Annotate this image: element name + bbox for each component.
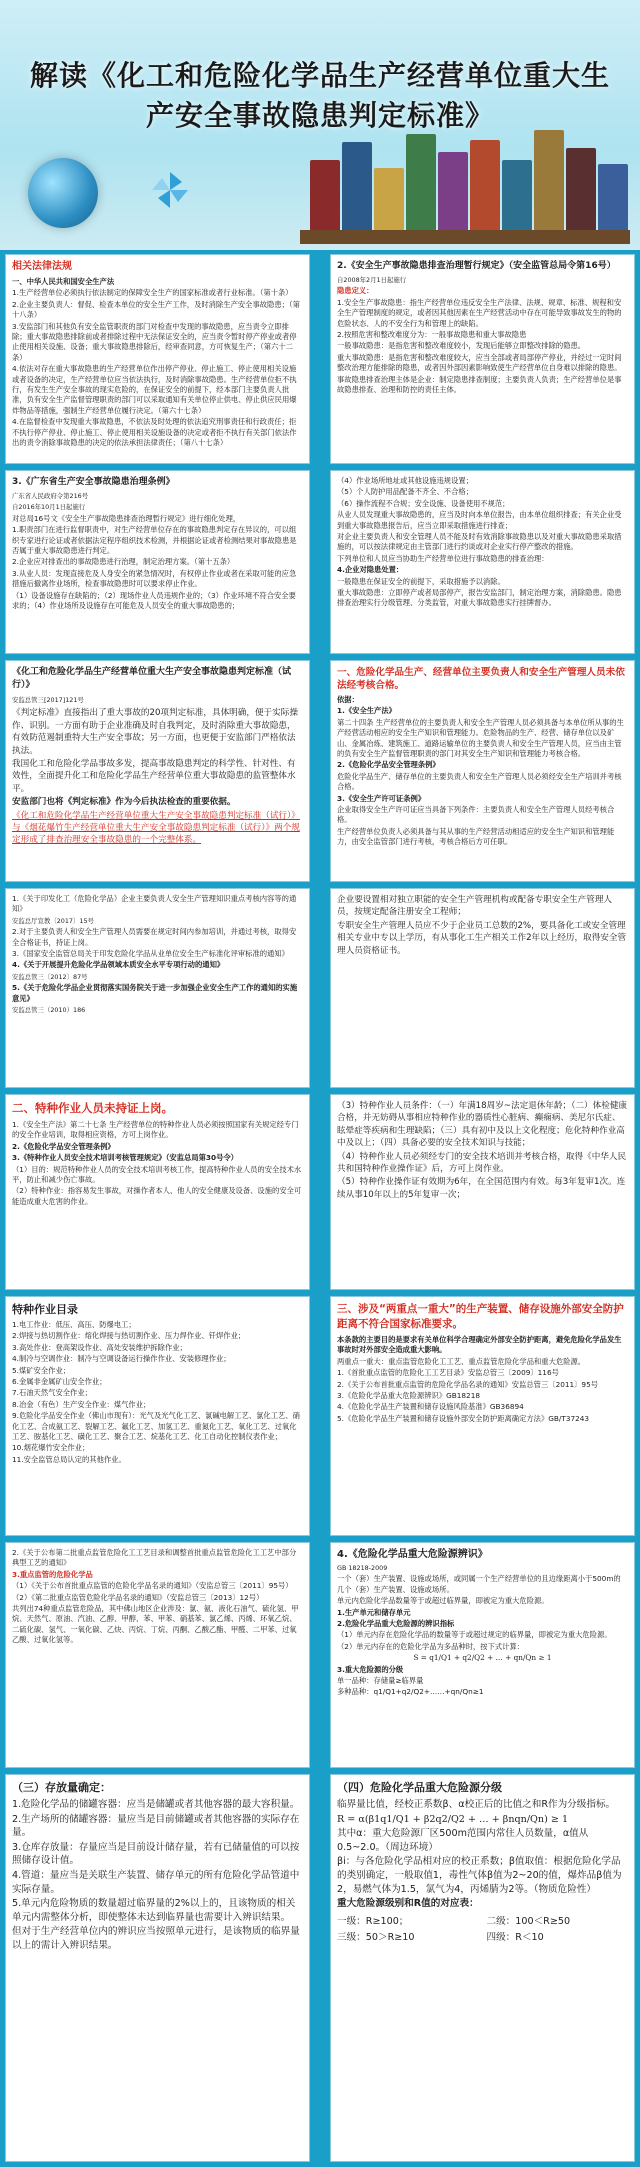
list-item: 对总局16号文《安全生产事故隐患排查治理暂行规定》进行细化处理， bbox=[12, 513, 241, 523]
card-title: 一、危险化学品生产、经营单位主要负责人和安全生产管理人员未依法经考核合格。 bbox=[337, 667, 625, 691]
list-item: 3.《国家安全监管总局关于印发危险化学品从业单位安全生产标准化评审标准的通知》 bbox=[12, 949, 289, 959]
list-item: 2.《关于公布第二批重点监管危险化工工艺目录和调整首批重点监管危险化工工艺中部分典型工艺的通知》 bbox=[12, 1548, 297, 1568]
list-item: 2.《危险化学品安全管理条例》 bbox=[12, 1141, 115, 1151]
list-item: 9.危险化学品安全作业（佛山市现有）：光气及光气化工艺、氯碱电解工艺、氯化工艺、硝化工艺、合成氨工艺、裂解工艺、氟化工艺、加氢工艺、重氮化工艺、氧化工艺、过氧化工艺、胺基化工艺、磺化工艺、聚合工艺、烷基化工艺、化工自动化控制仪表作业； bbox=[12, 1411, 300, 1442]
list-item: 一般事故隐患：是指危害和整改难度较小，发现后能够立即整改排除的隐患。 bbox=[337, 341, 586, 351]
list-item: （6）操作流程不合规；安全设施、设备使用不规范； bbox=[337, 498, 510, 508]
list-item: 本条款的主要目的是要求有关单位科学合理确定外部安全防护距离，避免危险化学品发生事故时对外部安全造成重大影响。 bbox=[337, 1335, 622, 1355]
card-title: 三、涉及“两重点一重大”的生产装置、储存设施外部安全防护距离不符合国家标准要求。 bbox=[337, 1303, 624, 1330]
list-item: 3.《安全生产许可证条例》 bbox=[337, 793, 426, 803]
books-illustration bbox=[300, 126, 630, 244]
list-item: 4.依法对存在重大事故隐患的生产经营单位作出停产停业、停止施工、停止使用相关设施或者设备的决定，生产经营单位应当依法执行，及时消除事故隐患。生产经营单位拒不执行，有发生生产安全事故的现实危险的，在保证安全的前提下，经本部门主要负责人批准，负有安全生产监督管理职责的部门可以采取通知有关单位停止供电、停止供应民用爆炸物品等措施，强制生产经营单位履行决定。（第六十七条） bbox=[12, 364, 297, 415]
list-item: （1）《关于公布首批重点监管的危险化学品名录的通知》（安监总管三〔2011〕95号） bbox=[12, 1581, 293, 1591]
card-storage-quantity bbox=[5, 1774, 310, 2162]
card-notices bbox=[5, 888, 310, 1088]
list-item: 1.生产经营单位必须执行依法制定的保障安全生产的国家标准或者行业标准。（第十条） bbox=[12, 288, 293, 298]
list-item: 2.《危险化学品安全管理条例》 bbox=[337, 760, 440, 770]
list-item: 7.石油天然气安全作业； bbox=[12, 1388, 92, 1398]
list-item: 共列出74种重点监管危险品，其中佛山地区企业涉及：氯、氨、液化石油气、硫化氢、甲烷、天然气、原油、汽油、乙醇、甲醇、苯、甲苯、硝基苯、氯乙烯、丙烯、环氧乙烷、二硫化碳、氢气、一氧化碳、乙炔、丙烷、丁烷、丙酮、乙酸乙酯、甲醛、二甲苯、过氧乙酸、过氧化氢等。 bbox=[12, 1604, 299, 1645]
list-item: 1.电工作业：低压、高压、防爆电工； bbox=[12, 1320, 136, 1329]
card-standard bbox=[5, 660, 310, 882]
card-major-hazard bbox=[330, 1542, 635, 1768]
list-item: 4.《关于开展提升危险化学品领域本质安全水平专项行动的通知》 bbox=[12, 960, 225, 970]
card-title: 相关法律法规 bbox=[12, 261, 72, 272]
card-title: 2.《安全生产事故隐患排查治理暂行规定》（安全监管总局令第16号） bbox=[337, 261, 616, 271]
card-item-3 bbox=[330, 1296, 635, 1536]
list-item: 2.对于主要负责人和安全生产管理人员需要在规定时间内参加培训，并通过考核，取得安全合格证书，持证上岗。 bbox=[12, 927, 297, 947]
list-item: 4.《危险化学品生产装置和储存设施风险基准》GB36894 bbox=[337, 1402, 524, 1412]
list-item: （2）特种作业：指容易发生事故，对操作者本人、他人的安全健康及设备、设施的安全可能造成重大危害的作业。 bbox=[12, 1186, 302, 1206]
reference: 安监总厅宣教〔2017〕15号 bbox=[12, 916, 94, 925]
list-item: 3.高处作业：登高架设作业、高处安装维护拆除作业； bbox=[12, 1342, 187, 1352]
list-item: 两重点一重大：重点监管危险化工工艺、重点监管危险化学品和重大危险源。 bbox=[337, 1356, 586, 1366]
card-guangdong bbox=[5, 470, 310, 654]
list-item: 10.烟花爆竹安全作业； bbox=[12, 1443, 90, 1453]
list-item: 2.焊接与热切割作业：熔化焊接与热切割作业、压力焊作业、钎焊作业； bbox=[12, 1331, 246, 1341]
pinwheel-icon bbox=[150, 170, 190, 210]
standard-number: GB 18218-2009 bbox=[337, 1564, 388, 1572]
list-item: 一个（套）生产装置、设施或场所，或同属一个生产经营单位的且边缘距离小于500m的几个（套）生产装置、设施或场所。 bbox=[337, 1574, 621, 1594]
list-item: 6.金属非金属矿山安全作业； bbox=[12, 1377, 107, 1387]
list-item: 2.生产场所的储罐容器：量应当是目前储罐或者其他容器的实际存在量。 bbox=[12, 1813, 300, 1839]
list-item: 专职安全生产管理人员应不少于企业员工总数的2%，要具备化工或安全管理相关专业中专以上学历，有从事化工生产相关工作2年以上经历，取得安全管理人员资格证书。 bbox=[337, 920, 627, 956]
card-staffing bbox=[330, 888, 635, 1088]
list-item: 从业人员发现重大事故隐患的，应当及时向本单位报告，由本单位组织排查；有关企业受到重大事故隐患报告后，应当立即采取措施进行排查； bbox=[337, 510, 622, 530]
list-item: 多种品种：q1/Q1+q2/Q2+……+qn/Qn≥1 bbox=[337, 1687, 484, 1697]
list-item: 《判定标准》直接指出了重大事故的20项判定标准，具体明确，便于实际操作、识别。一方面有助于企业准确及时自我判定，及时消除重大事故隐患，有效防范遏制重特大生产安全事故；另一方面，也更便于安监部门严格依法执法。 bbox=[12, 708, 298, 756]
reference: 安监总管三〔2012〕87号 bbox=[12, 972, 88, 981]
list-item: 重大危险源级别和R值的对应表： bbox=[337, 1898, 479, 1910]
card-item-1 bbox=[330, 660, 635, 882]
card-hazard-grading bbox=[330, 1774, 635, 2162]
effective-date: 自2016年10月1日起施行 bbox=[12, 503, 86, 512]
effective-date: 自2008年2月1日起施行 bbox=[337, 276, 407, 284]
card-hazard-rule bbox=[330, 254, 635, 464]
shelf bbox=[300, 230, 630, 244]
card-laws bbox=[5, 254, 310, 464]
list-item: 安监部门也将《判定标准》作为今后执法检查的重要依据。 bbox=[12, 797, 236, 808]
list-item: 但对于生产经营单位内的辨识应当按照单元进行，是该物质的临界量以上的需计入辨识结果。 bbox=[12, 1926, 300, 1951]
list-item: 重大事故隐患：是指危害和整改难度较大，应当全部或者局部停产停业，并经过一定时间整改治理方能排除的隐患，或者因外部因素影响致使生产经营单位自身难以排除的隐患。 bbox=[337, 352, 622, 373]
list-item: 3.重点监管的危险化学品 bbox=[12, 1569, 93, 1579]
globe-icon bbox=[28, 158, 98, 228]
card-item-2 bbox=[5, 1094, 310, 1290]
card-title: 4.《危险化学品重大危险源辨识》 bbox=[337, 1549, 488, 1560]
list-item: 4.企业对隐患处置： bbox=[337, 565, 404, 575]
list-item: （1）单元内存在危险化学品的数量等于或超过规定的临界量，即被定为重大危险源。 bbox=[337, 1630, 612, 1640]
card-title: 《化工和危险化学品生产经营单位重大生产安全事故隐患判定标准（试行）》 bbox=[12, 667, 292, 690]
list-item: （2）《第二批重点监管危险化学品名录的通知》（安监总管三〔2013〕12号） bbox=[12, 1592, 264, 1602]
list-item: 对企业主要负责人和安全管理人员不能及时有效消除事故隐患以及对重大事故隐患采取措施的，可以按法律规定由主管部门进行约谈或对企业实行停产整改的措施。 bbox=[337, 532, 622, 552]
list-item: 1.《安全生产法》 bbox=[337, 706, 396, 716]
list-item: 1.《关于印发化工（危险化学品）企业主要负责人安全生产管理知识重点考核内容等的通知》 bbox=[12, 894, 297, 914]
card-subtitle: 隐患定义： bbox=[337, 286, 374, 296]
list-item: （1）目的：规范特种作业人员的安全技术培训考核工作，提高特种作业人员的安全技术水平，防止和减少伤亡事故。 bbox=[12, 1164, 302, 1185]
list-item: 2.企业应对排查出的事故隐患进行治理，制定治理方案。（第十五条） bbox=[12, 557, 235, 567]
list-item: 单一品种：存储量≥临界量 bbox=[337, 1676, 424, 1686]
list-item: 3.《危险化学品重大危险源辨识》GB18218 bbox=[337, 1391, 480, 1401]
list-item: 11.安全监管总局认定的其他作业。 bbox=[12, 1454, 126, 1464]
list-item: 1.《安全生产法》第二十七条 生产经营单位的特种作业人员必须按照国家有关规定经专门的安全作业培训，取得相应资格，方可上岗作业。 bbox=[12, 1120, 299, 1140]
list-item: 4.在监督检查中发现重大事故隐患，不依法及时处理的依法追究刑事责任和行政责任；拒不执行停产停业、停止施工、停止使用相关设施设备的决定或者拒不执行有关部门依法作出的责令消除事故隐患的决定的依法承担法律责任；（第八十七条） bbox=[12, 417, 297, 448]
list-item: 4.制冷与空调作业：制冷与空调设备运行操作作业、安装修理作业； bbox=[12, 1354, 231, 1364]
list-item: 重大事故隐患：立即停产或者局部停产，报告安监部门，制定治理方案，消除隐患。隐患排查治理实行分级管理、分类监管，对重大事故隐患实行挂牌督办。 bbox=[337, 588, 622, 608]
list-item: （4）作业场所地址或其他设施违规设置； bbox=[337, 476, 473, 485]
formula: S = q1/Q1 + q2/Q2 + … + qn/Qn ≥ 1 bbox=[413, 1653, 552, 1663]
list-item: 生产经营单位负责人必须具备与其从事的生产经营活动相适应的安全生产知识和管理能力，由安全监管部门进行考核，考核合格后方可任职。 bbox=[337, 826, 615, 847]
card-title: （四）危险化学品重大危险源分级 bbox=[337, 1781, 502, 1794]
card-title: 特种作业目录 bbox=[12, 1303, 78, 1316]
list-item: 企业要设置相对独立职能的安全生产管理机构或配备专职安全生产管理人员，按规定配备注册安全工程师； bbox=[337, 895, 613, 918]
list-item: 5.《危险化学品生产装置和储存设施外部安全防护距离确定方法》GB/T37243 bbox=[337, 1413, 590, 1423]
page-title: 解读《化工和危险化学品生产经营单位重大生产安全事故隐患判定标准》 bbox=[30, 59, 611, 132]
level-table bbox=[337, 1915, 628, 1946]
list-item: 危险化学品生产、储存单位的主要负责人和安全生产管理人员必须经安全生产培训并考核合格。 bbox=[337, 771, 622, 792]
list-item: 企业取得安全生产许可证应当具备下列条件：主要负责人和安全生产管理人员经考核合格。 bbox=[337, 805, 615, 825]
list-item: 临界量比值，经校正系数β、α校正后的比值之和R作为分级指标。 bbox=[337, 1799, 616, 1810]
document-number: 安监总管三[2017]121号 bbox=[12, 696, 84, 704]
level-cell: 四级：R＜10 bbox=[486, 1932, 544, 1944]
list-item: 《化工和危险化学品生产经营单位重大生产安全事故隐患判定标准（试行）》与《烟花爆竹生产经营单位重大生产安全事故隐患判定标准（试行）》两个规定形成了排查治理安全事故隐患的一个完整体系。 bbox=[12, 810, 300, 846]
list-item: 8.冶金（有色）生产安全作业：煤气作业； bbox=[12, 1399, 151, 1409]
header-banner bbox=[0, 0, 640, 250]
list-item: 1.安全生产事故隐患：指生产经营单位违反安全生产法律、法规、规章、标准、规程和安全生产管理制度的规定，或者因其他因素在生产经营活动中存在可能导致事故发生的物的危险状态、人的不安全行为和管理上的缺陷。 bbox=[337, 297, 622, 328]
list-item: （4）特种作业人员必须经专门的安全技术培训并考核合格，取得《中华人民共和国特种作业操作证》后，方可上岗作业。 bbox=[337, 1151, 627, 1175]
list-item: 5.单元内危险物质的数量超过临界量的2%以上的，且该物质的相关单元内需整体分析，即使整体未达到临界量也需要计入辨识结果。 bbox=[12, 1898, 296, 1923]
card-special-operations bbox=[5, 1296, 310, 1536]
card-title: 二、特种作业人员未持证上岗。 bbox=[12, 1101, 173, 1115]
list-item: （5）个人防护用品配备不齐全、不合格； bbox=[337, 487, 473, 497]
list-item: 1.职责部门在进行监督职责中，对生产经营单位存在的事故隐患判定存在异议的，可以组织专家进行论证或者依据法定程序组织技术检测，并根据论证或者检测结果对事故隐患是否属于重大事故隐患进行判定。 bbox=[12, 525, 297, 556]
level-cell: 二级：100＜R≥50 bbox=[486, 1915, 571, 1927]
card-hazard-cont bbox=[330, 470, 635, 654]
list-item: 我国化工和危险化学品事故多发，提高事故隐患判定的科学性、针对性、有效性，全面提升化工和危险化学品生产经营单位重大事故隐患的监管整体水平。 bbox=[12, 759, 296, 794]
reference: 安监总管三（2010）186 bbox=[12, 1006, 86, 1015]
list-item: （5）特种作业操作证有效期为6年，在全国范围内有效。每3年复审1次。连续从事10年以上的5年复审一次； bbox=[337, 1177, 626, 1200]
list-item: 第二十四条 生产经营单位的主要负责人和安全生产管理人员必须具备与本单位所从事的生产经营活动相应的安全生产知识和管理能力。危险物品的生产、经营、储存单位以及矿山、金属冶炼、建筑施工、道路运输单位的主要负责人和安全生产管理人员，应当由主管的负有安全生产监督管理职责的部门对其安全生产知识和管理能力考核合格。 bbox=[337, 717, 624, 759]
list-item: 2.《关于公布首批重点监管的危险化学品名录的通知》安监总管三〔2011〕95号 bbox=[337, 1379, 599, 1389]
card-title: （三）存放量确定： bbox=[12, 1781, 111, 1794]
list-item: 1.生产单元和储存单元 bbox=[337, 1607, 411, 1617]
list-item: 1.危险化学品的储罐容器：应当是储罐或者其他容器的最大容积量。 bbox=[12, 1799, 300, 1810]
card-title: 3.《广东省生产安全事故隐患治理条例》 bbox=[12, 477, 175, 487]
card-operator-conditions bbox=[330, 1094, 635, 1290]
list-item: 5.煤矿安全作业； bbox=[12, 1365, 71, 1375]
list-item: 下列单位和人员应当协助生产经营单位进行事故隐患的排查治理： bbox=[337, 553, 549, 563]
list-item: 3.仓库存放量：存量应当是目前设计储存量，若有已储量值的可以按照储存设计值。 bbox=[12, 1841, 300, 1867]
list-item: （1）设备设施存在缺陷的；（2）现场作业人员违规作业的；（3）作业环境不符合安全要求的；（4）作业场所及设施存在可能危及人员安全的重大事故隐患的； bbox=[12, 590, 296, 611]
list-item: 3.重大危险源的分级 bbox=[337, 1664, 404, 1674]
list-item: 5.《关于危险化学品企业贯彻落实国务院关于进一步加强企业安全生产工作的通知的实施意见》 bbox=[12, 983, 298, 1003]
list-item: 3.《特种作业人员安全技术培训考核管理规定》（安监总局第30号令） bbox=[12, 1153, 238, 1163]
list-item: 2.按照危害和整改难度分为：一般事故隐患和重大事故隐患 bbox=[337, 330, 527, 340]
list-item: 1.《首批重点监管的危险化工工艺目录》安监总管三〔2009〕116号 bbox=[337, 1368, 559, 1378]
list-item: 2.危险化学品重大危险源的辨识指标 bbox=[337, 1619, 455, 1629]
card-key-chemicals bbox=[5, 1542, 310, 1768]
list-item: 事故隐患排查治理主体是企业：制定隐患排查制度；主要负责人负责；生产经营单位是事故隐患排查、治理和防控的责任主体。 bbox=[337, 374, 622, 395]
basis-label: 依据： bbox=[337, 695, 359, 704]
formula: R = α(β1q1/Q1 + β2q2/Q2 + … + βnqn/Qn) ≥ 1 bbox=[337, 1813, 569, 1825]
list-item: 一般隐患在保证安全的前提下，采取措施予以消除。 bbox=[337, 576, 505, 586]
list-item: 其中α：重大危险源厂区500m范围内常住人员数量，α值从0.5~2.0。（周边环境） bbox=[337, 1828, 589, 1853]
level-cell: 一级：R≥100； bbox=[337, 1915, 409, 1927]
level-cell: 三级：50＞R≥10 bbox=[337, 1932, 415, 1944]
list-item: 3.从业人员：发现直接危及人身安全的紧急情况时，有权停止作业或者在采取可能的应急措施后撤离作业场所，检查事故隐患时可以要求停止作业。 bbox=[12, 568, 297, 589]
list-item: 3.安监部门和其他负有安全监管职责的部门对检查中发现的事故隐患，应当责令立即排除；重大事故隐患排除前或者排除过程中无法保证安全的，应当责令暂时停产停业或者停止使用相关设施、设备；重大事故隐患排除后，经审查同意，方可恢复生产；（第六十二条） bbox=[12, 321, 297, 362]
list-item: 单元内危险化学品数量等于或超过临界量，即被定为重大危险源。 bbox=[337, 1596, 549, 1606]
list-item: 4.管道：量应当是关联生产装置、储存单元的所有危险化学品管道中实际存量。 bbox=[12, 1869, 300, 1895]
issuer: 广东省人民政府令第216号 bbox=[12, 492, 89, 500]
list-item: βi：与各危险化学品相对应的校正系数；β值取值：根据危险化学品的类别确定，一般取值1，毒性气体β值为2~20的值，爆炸品β值为2，易燃气体为1.5，氯气为4，丙烯腈为2等。（物质危险性） bbox=[337, 1856, 622, 1895]
list-item: （2）单元内存在的危险化学品为多品种时，按下式计算： bbox=[337, 1641, 525, 1651]
list-item: （3）特种作业人员条件：（一）年满18周岁~法定退休年龄；（二）体检健康合格，并无妨碍从事相应特种作业的器质性心脏病、癫痫病、美尼尔氏症、眩晕症等疾病和生理缺陷；（三）具有初中及以上文化程度；危化特种作业高中及以上；（四）具备必要的安全技术知识与技能； bbox=[337, 1101, 628, 1149]
card-subtitle: 一、中华人民共和国安全生产法 bbox=[12, 277, 115, 286]
list-item: 2.企业主要负责人：督促、检查本单位的安全生产工作，及时消除生产安全事故隐患；（第十八条） bbox=[12, 299, 300, 320]
